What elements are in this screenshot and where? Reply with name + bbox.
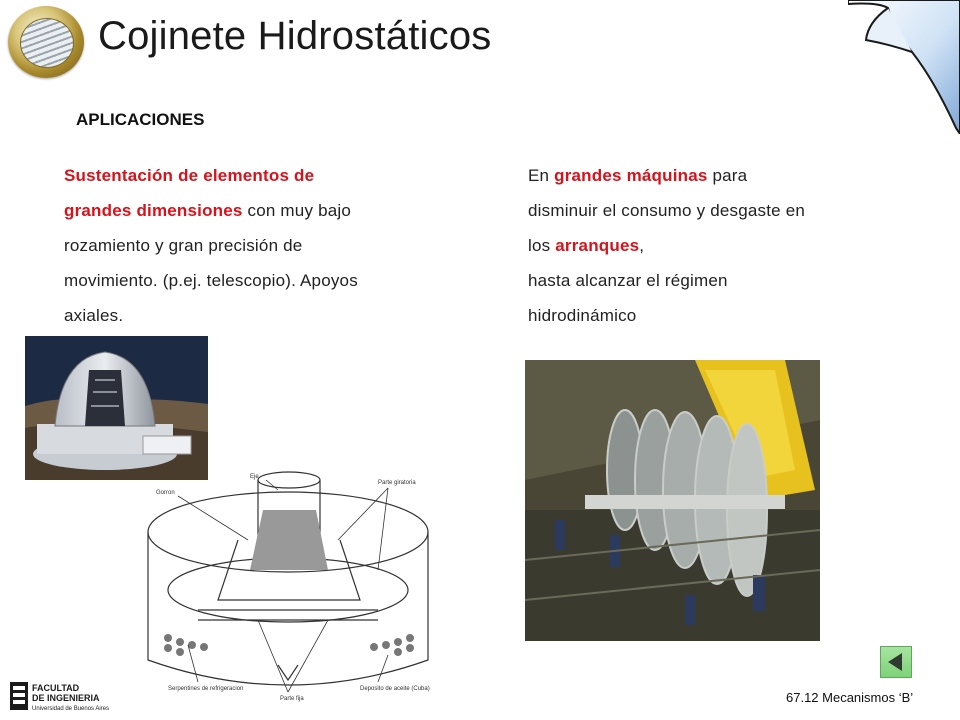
diagram-label-parte-giratoria: Parte giratoria bbox=[378, 480, 416, 486]
right-column-text bbox=[528, 158, 908, 333]
faculty-line3: Universidad de Buenos Aires bbox=[32, 706, 110, 712]
right-column-line bbox=[528, 228, 908, 263]
body-text: para bbox=[707, 166, 748, 185]
university-seal-logo bbox=[8, 6, 84, 78]
highlighted-text: grandes máquinas bbox=[554, 166, 708, 185]
left-column-line bbox=[64, 263, 464, 298]
left-column-line bbox=[64, 193, 464, 228]
body-text: con muy bajo bbox=[242, 201, 352, 220]
highlighted-text: grandes dimensiones bbox=[64, 201, 243, 220]
body-text: hasta alcanzar el régimen bbox=[528, 271, 728, 290]
faculty-line1: FACULTAD bbox=[32, 683, 80, 693]
body-text: rozamiento y gran precisión de bbox=[64, 236, 303, 255]
turbine-image bbox=[525, 360, 820, 641]
page-curl-decoration bbox=[848, 0, 960, 134]
body-text: hidrodinámico bbox=[528, 306, 637, 325]
body-text: disminuir el consumo y desgaste en bbox=[528, 201, 806, 220]
page-title: Cojinete Hidrostáticos bbox=[98, 14, 492, 58]
highlighted-text: Sustentación de elementos de bbox=[64, 166, 315, 185]
highlighted-text: arranques bbox=[555, 236, 640, 255]
right-column-line bbox=[528, 193, 908, 228]
right-column-line bbox=[528, 263, 908, 298]
triangle-left-icon bbox=[888, 653, 902, 671]
right-column-line bbox=[528, 298, 908, 333]
hydrostatic-bearing-diagram bbox=[138, 470, 444, 710]
body-text: En bbox=[528, 166, 555, 185]
body-text: movimiento. (p.ej. telescopio). Apoyos bbox=[64, 271, 358, 290]
diagram-label-eje: Eje bbox=[250, 474, 259, 480]
diagram-label-serpentines: Serpentines de refrigeracion bbox=[168, 686, 244, 692]
section-heading: APLICACIONES bbox=[76, 110, 205, 129]
left-column-text bbox=[64, 158, 464, 333]
right-column-line bbox=[528, 158, 908, 193]
diagram-label-deposito: Deposito de aceite (Cuba) bbox=[360, 686, 430, 692]
diagram-label-gorron: Gorron bbox=[156, 490, 175, 496]
body-text: los bbox=[528, 236, 556, 255]
left-column-line bbox=[64, 158, 464, 193]
course-footer: 67.12 Mecanismos ‘B’ bbox=[786, 690, 914, 705]
body-text: axiales. bbox=[64, 306, 124, 325]
telescope-image bbox=[25, 336, 208, 480]
left-column-line bbox=[64, 228, 464, 263]
diagram-label-parte-fija: Parte fija bbox=[280, 696, 304, 702]
left-column-line bbox=[64, 298, 464, 333]
body-text: , bbox=[639, 236, 645, 255]
faculty-logo bbox=[10, 680, 114, 714]
back-button[interactable] bbox=[880, 646, 912, 678]
faculty-line2: DE INGENIERIA bbox=[32, 693, 100, 703]
seal-emblem-icon bbox=[20, 18, 74, 68]
